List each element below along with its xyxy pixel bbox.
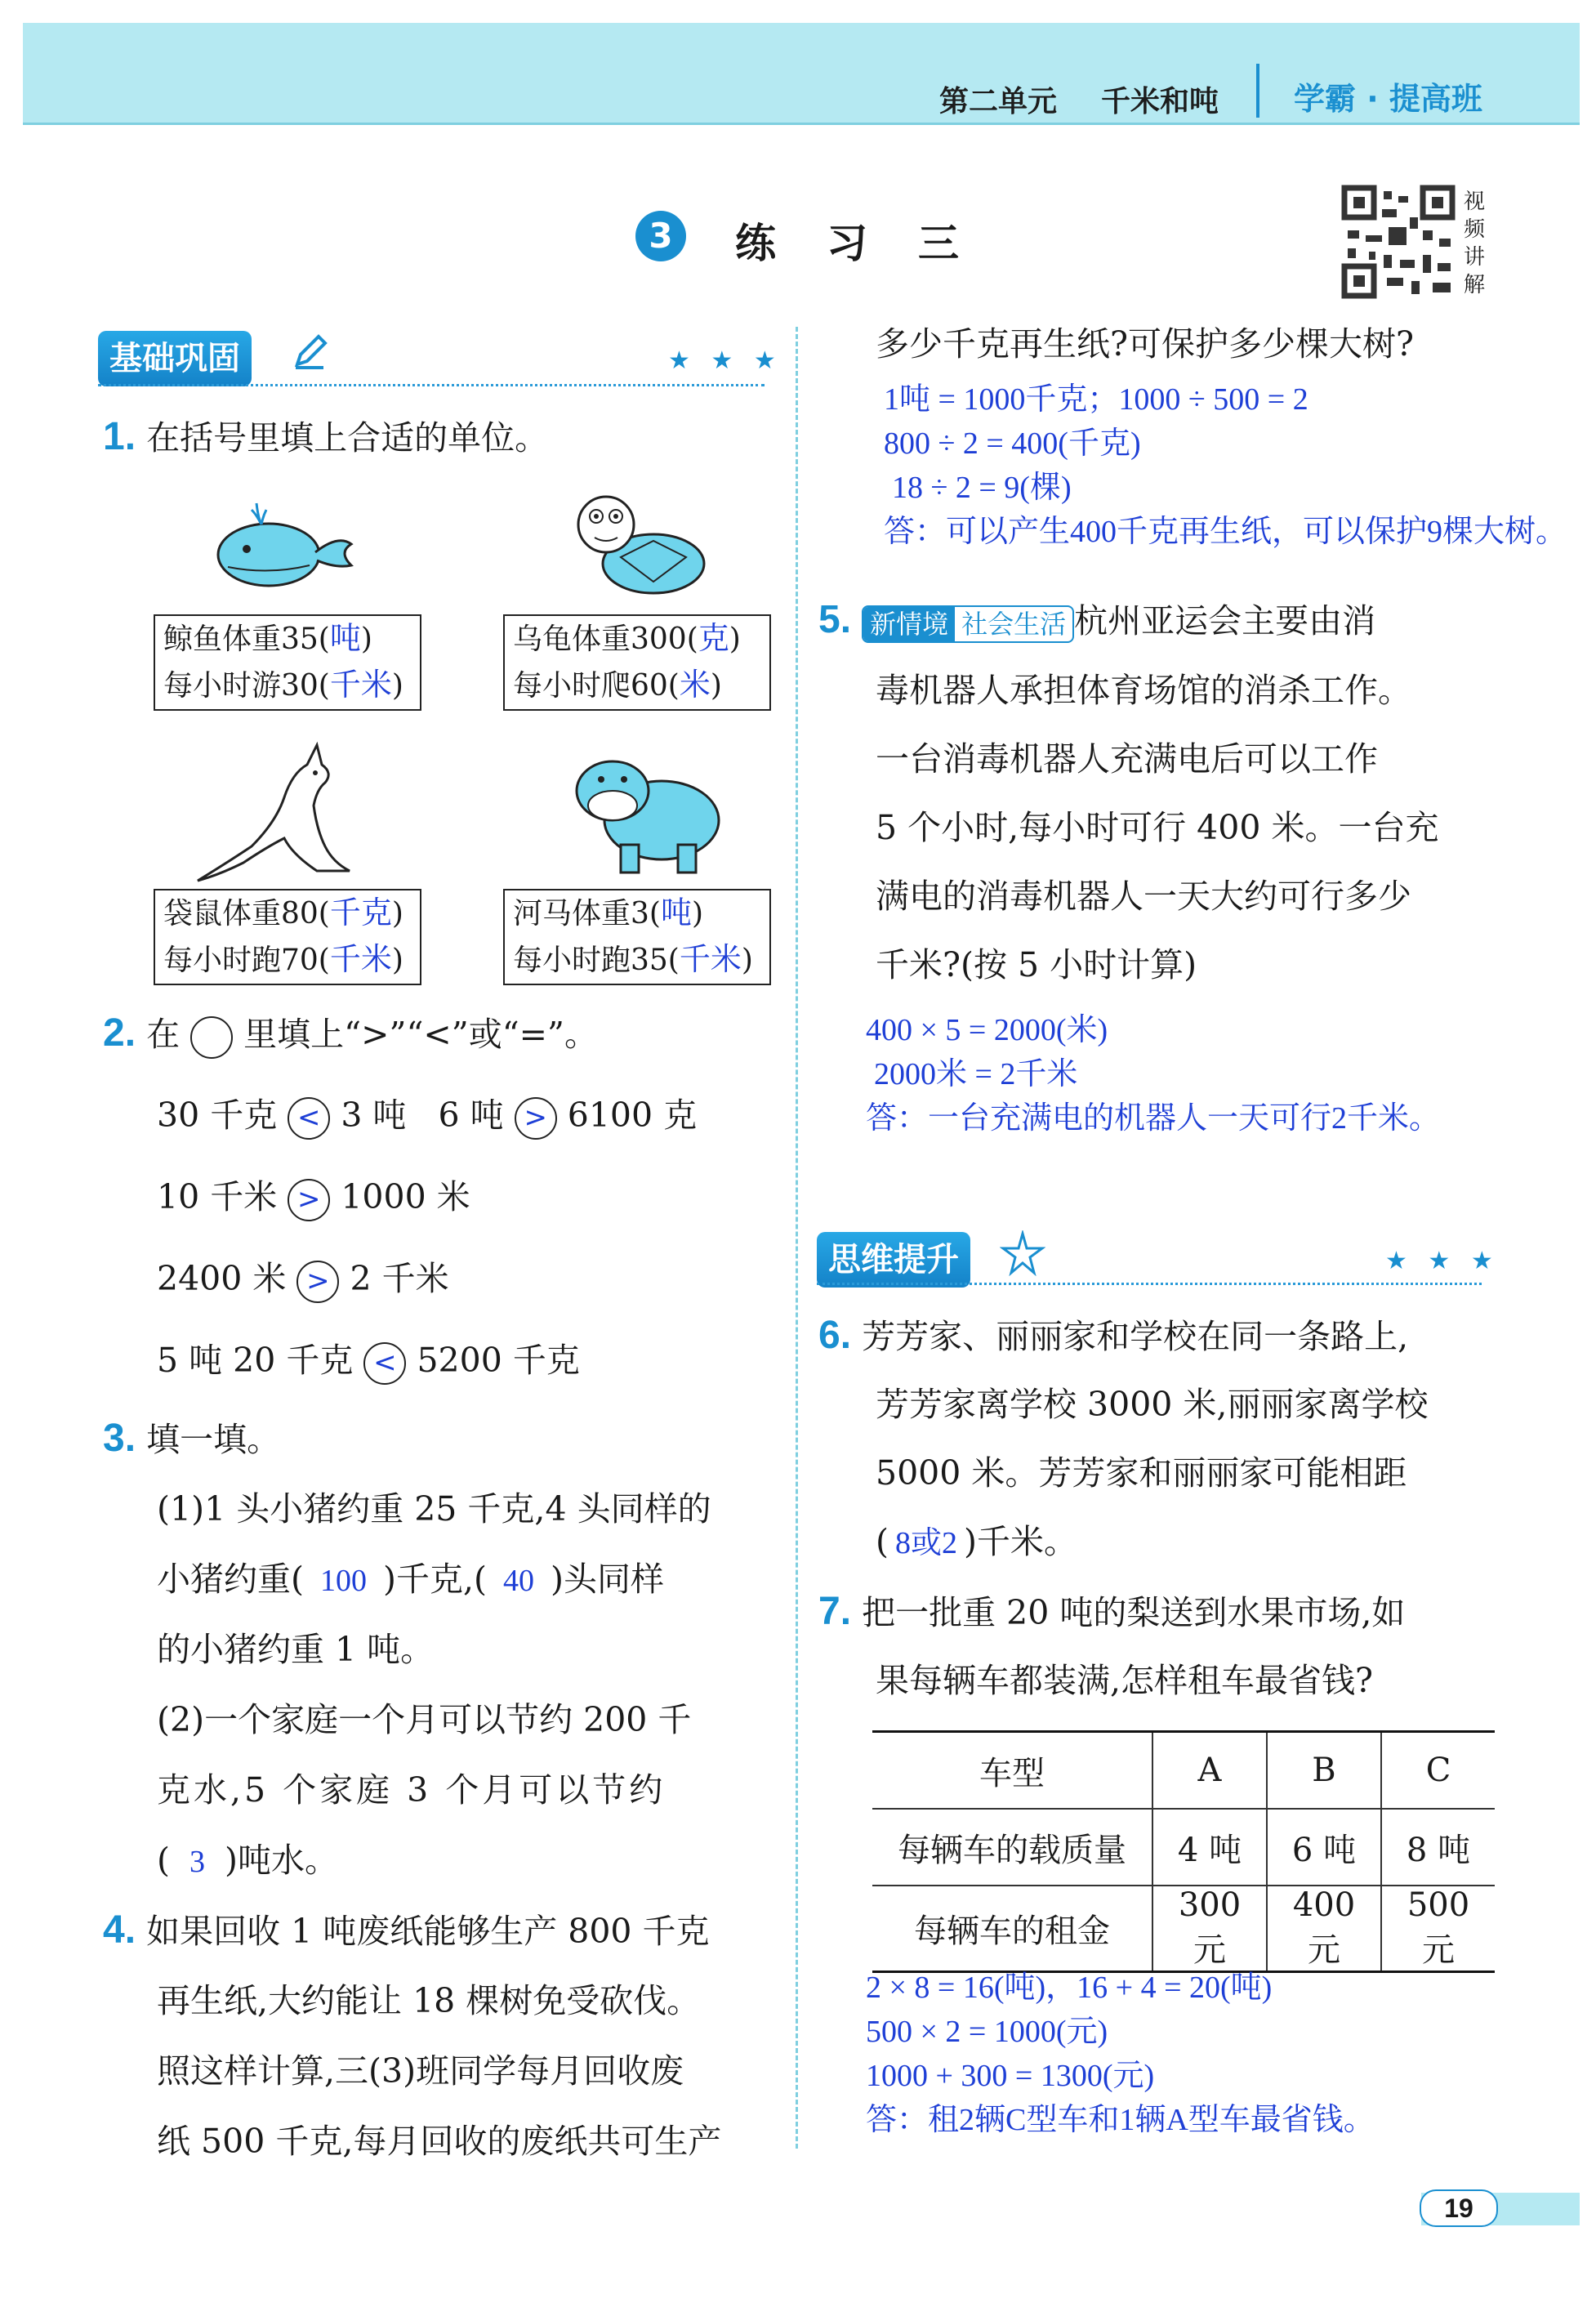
context-tag: 新情境 社会生活 [862, 605, 1074, 643]
table-cell: 400 元 [1267, 1886, 1381, 1972]
table-cell: C [1381, 1732, 1495, 1810]
q4-line4: 纸 500 千克,每月回收的废纸共可生产 [157, 2122, 722, 2161]
lesson-number-badge: 3 [635, 211, 686, 261]
animal-card-kangaroo: 袋鼠体重80(千克) 每小时跑70(千米) [154, 889, 421, 985]
column-divider [796, 327, 798, 2149]
topic-label: 千米和吨 [1101, 85, 1219, 118]
q5-answer: 400 × 5 = 2000(米) 2000米 = 2千米 答：一台充满电的机器人一天可行2千米。 [866, 1013, 1441, 1136]
hippo-illustration [572, 755, 727, 877]
compare-answer: > [515, 1097, 557, 1140]
empty-circle-icon [190, 1016, 233, 1059]
question-3: 3. 填一填。 [103, 1417, 281, 1460]
table-cell: B [1267, 1732, 1381, 1810]
question-4: 4. 如果回收 1 吨废纸能够生产 800 千克 [103, 1908, 710, 1952]
unit-label: 第二单元 [939, 85, 1058, 118]
turtle-illustration [564, 492, 719, 598]
table-header-row [872, 1732, 1495, 1810]
table-row [872, 1886, 1495, 1972]
question-5: 5. 新情境 社会生活 杭州亚运会主要由消 [818, 598, 1376, 641]
table-cell: 每辆车的租金 [872, 1886, 1152, 1972]
q6-line4: ( 8或2 )千米。 [876, 1522, 1078, 1561]
animal-card-hippo: 河马体重3(吨) 每小时跑35(千米) [503, 889, 771, 985]
q5-line2: 毒机器人承担体育场馆的消杀工作。 [876, 671, 1411, 710]
compare-answer: > [296, 1261, 339, 1303]
q7-answer: 2 × 8 = 16(吨)，16 + 4 = 20(吨) 500 × 2 = 1000(元) 1000 + 300 = 1300(元) 答：租2辆C型车和1辆A型车最省钱。 [866, 1970, 1375, 2137]
compare-row-4: 5 吨 20 千克 < 5200 千克 [157, 1325, 580, 1395]
page-title: 练 习 三 [735, 220, 964, 267]
table-cell: 8 吨 [1381, 1809, 1495, 1886]
sparkle-icon [1000, 1230, 1045, 1276]
animal-card-turtle: 乌龟体重300(克) 每小时爬60(米) [503, 614, 771, 711]
header-arrow-icon [1256, 64, 1259, 118]
q5-line5: 满电的消毒机器人一天大约可行多少 [876, 877, 1411, 916]
q3-part2-line3: ( 3 )吨水。 [157, 1841, 338, 1880]
table-cell: 300 元 [1152, 1886, 1267, 1972]
section-underline [98, 384, 765, 386]
table-row [872, 1809, 1495, 1886]
section-underline [817, 1283, 1482, 1285]
q6-line2: 芳芳家离学校 3000 米,丽丽家离学校 [876, 1385, 1429, 1424]
q5-line3: 一台消毒机器人充满电后可以工作 [876, 739, 1378, 779]
table-cell: 6 吨 [1267, 1809, 1381, 1886]
q4-line3: 照这样计算,三(3)班同学每月回收废 [157, 2051, 684, 2091]
animal-card-whale: 鲸鱼体重35(吨) 每小时游30(千米) [154, 614, 421, 711]
kangaroo-illustration [194, 740, 358, 887]
car-rental-table [872, 1730, 1495, 1973]
q3-part1-line1: (1)1 头小猪约重 25 千克,4 头同样的 [157, 1489, 711, 1529]
q4-answer: 1吨 = 1000千克；1000 ÷ 500 = 2 800 ÷ 2 = 400(千克) 18 ÷ 2 = 9(棵) 答：可以产生400千克再生纸，可以保护9棵大树。 [884, 382, 1567, 549]
q5-line6: 千米?(按 5 小时计算) [876, 945, 1197, 984]
pencil-icon [291, 333, 328, 371]
whale-illustration [207, 493, 354, 591]
question-6: 6. 芳芳家、丽丽家和学校在同一条路上, [818, 1314, 1409, 1357]
q3-part1-line3: 的小猪约重 1 吨。 [157, 1630, 435, 1669]
q5-line4: 5 个小时,每小时可行 400 米。一台充 [876, 808, 1439, 847]
section-basic-tag: 基础巩固 [98, 331, 252, 386]
question-2: 2. 在 里填上“>”“<”或“=”。 [103, 998, 598, 1069]
compare-answer: < [363, 1342, 406, 1385]
question-7: 7. 把一批重 20 吨的梨送到水果市场,如 [818, 1590, 1406, 1633]
table-cell: 车型 [872, 1732, 1152, 1810]
q4-line5: 多少千克再生纸?可保护多少棵大树? [876, 324, 1414, 364]
table-cell: A [1152, 1732, 1267, 1810]
table-cell: 4 吨 [1152, 1809, 1267, 1886]
compare-row-3: 2400 米 > 2 千米 [157, 1243, 449, 1314]
q3-part2-line1: (2)一个家庭一个月可以节约 200 千 [157, 1700, 692, 1739]
q3-part1-line2: 小猪约重( 100 )千克,( 40 )头同样 [157, 1560, 665, 1599]
question-1: 1. 在括号里填上合适的单位。 [103, 415, 549, 458]
compare-row-1: 30 千克 < 3 吨 6 吨 > 6100 克 [157, 1080, 697, 1150]
difficulty-stars: ★ ★ ★ [668, 346, 782, 375]
page-number: 19 [1420, 2189, 1498, 2227]
brand-logo: 学霸 · 提高班 [1294, 81, 1482, 117]
q4-line2: 再生纸,大约能让 18 棵树免受砍伐。 [157, 1981, 701, 2020]
section-advanced-tag: 思维提升 [817, 1232, 970, 1288]
difficulty-stars: ★ ★ ★ [1385, 1247, 1500, 1275]
compare-answer: > [288, 1179, 330, 1221]
q7-line2: 果每辆车都装满,怎样租车最省钱? [876, 1661, 1374, 1700]
compare-row-2: 10 千米 > 1000 米 [157, 1162, 470, 1232]
table-cell: 每辆车的载质量 [872, 1809, 1152, 1886]
qr-code-icon[interactable] [1341, 185, 1456, 299]
compare-answer: < [288, 1097, 330, 1140]
q6-line3: 5000 米。芳芳家和丽丽家可能相距 [876, 1453, 1407, 1493]
q3-part2-line2: 克水,5 个家庭 3 个月可以节约 [157, 1770, 666, 1810]
qr-caption: 视 频 讲 解 [1464, 190, 1486, 297]
table-cell: 500 元 [1381, 1886, 1495, 1972]
